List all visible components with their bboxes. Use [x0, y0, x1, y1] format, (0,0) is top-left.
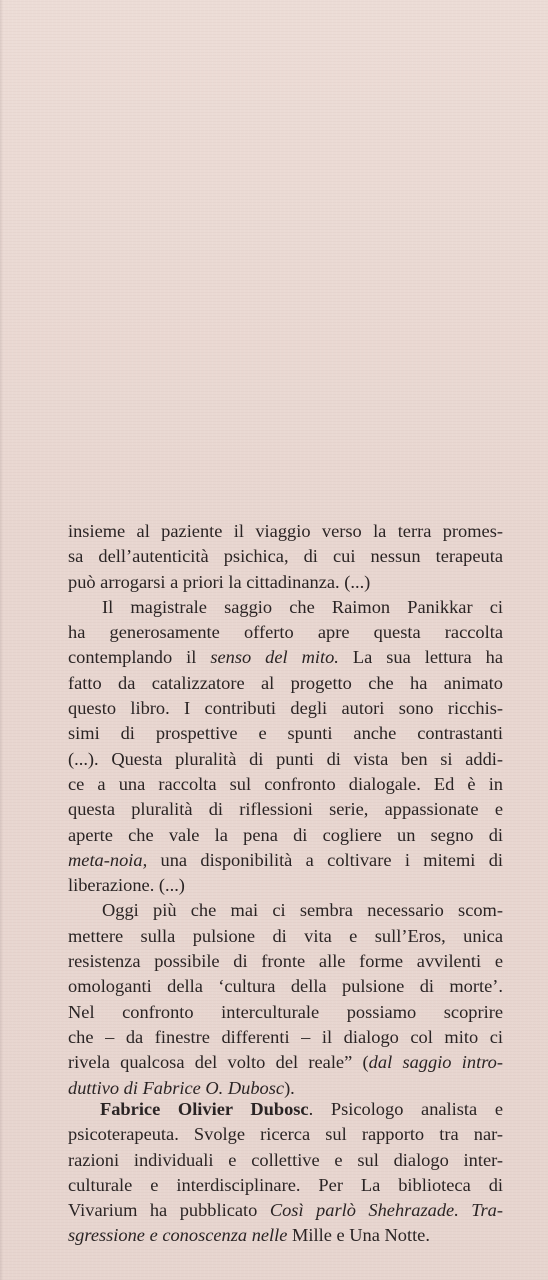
blurb-line: ce a una raccolta sul confronto dialogale. Ed è in — [68, 773, 503, 794]
paper-edge — [0, 0, 3, 1280]
blurb-line: insieme al paziente il viaggio verso la terra promes- — [68, 521, 503, 541]
blurb-line: simi di prospettive e spunti anche contrastanti — [68, 723, 503, 744]
author-bio-line — [100, 1097, 503, 1122]
blurb-italic-run: duttivo di Fabrice O. Dubosc — [68, 1077, 285, 1098]
blurb-italic-run: senso del mito. — [210, 647, 339, 668]
blurb-line: resistenza possibile di fronte alle forme avvilenti e — [68, 951, 503, 972]
author-bio-line: psicoterapeuta. Svolge ricerca sul rapporto tra nar- — [68, 1124, 503, 1145]
blurb-italic-run: dal saggio intro- — [368, 1052, 503, 1073]
author-bio-line — [68, 1223, 503, 1248]
blurb-line: Il magistrale saggio che Raimon Panikkar ci — [102, 596, 503, 617]
blurb-line: omologanti della ‘cultura della pulsione di morte’. — [68, 976, 503, 997]
author-bio — [68, 1097, 503, 1249]
blurb-text — [68, 519, 503, 1101]
blurb-text-run: ). — [284, 1077, 295, 1098]
author-bio-line — [68, 1198, 503, 1223]
blurb-line: questa pluralità di riflessioni serie, appassionate e — [68, 799, 503, 820]
blurb-line: fatto da catalizzatore al progetto che ha animato — [68, 672, 503, 693]
author-bio-line: culturale e interdisciplinare. Per La biblioteca di — [68, 1174, 503, 1195]
blurb-line: sa dell’autenticità psichica, di cui nessun terapeuta — [68, 546, 503, 567]
blurb-line — [68, 1050, 503, 1075]
blurb-line: aperte che vale la pena di cogliere un segno di — [68, 824, 503, 845]
book-title-italic: sgressione e conoscenza nelle — [68, 1225, 288, 1246]
blurb-text-run: rivela qualcosa del volto del reale” ( — [68, 1052, 369, 1073]
blurb-line — [68, 848, 503, 873]
blurb-line: questo libro. I contributi degli autori sono ricchis- — [68, 698, 503, 719]
book-title-italic: Così parlò Shehrazade. Tra- — [269, 1200, 503, 1221]
blurb-line: ha generosamente offerto apre questa raccolta — [68, 622, 503, 643]
blurb-text-run: una disponibilità a coltivare i mitemi di — [147, 849, 503, 870]
blurb-line: può arrogarsi a priori la cittadinanza. (...) — [68, 571, 371, 592]
blurb-line: Nel confronto interculturale possiamo scoprire — [68, 1001, 503, 1022]
blurb-line: che – da finestre differenti – il dialogo col mito ci — [68, 1026, 503, 1047]
author-bio-line: razioni individuali e collettive e sul dialogo inter- — [68, 1149, 503, 1170]
blurb-line: (...). Questa pluralità di punti di vista ben si addi- — [68, 748, 503, 769]
author-bio-text-run: . Psicologo analista e — [308, 1099, 503, 1119]
blurb-line: mettere sulla pulsione di vita e sull’Eros, unica — [68, 925, 503, 946]
author-name: Fabrice Olivier Dubosc — [100, 1099, 309, 1119]
author-bio-text-run: Vivarium ha pubblicato — [68, 1200, 270, 1221]
blurb-line — [68, 645, 503, 670]
blurb-text-run: La sua lettura ha — [338, 647, 504, 668]
blurb-italic-run: meta-noia, — [68, 849, 148, 870]
blurb-line: Oggi più che mai ci sembra necessario scom- — [102, 900, 503, 921]
author-bio-text-run: Mille e Una Notte. — [287, 1225, 430, 1246]
blurb-line: liberazione. (...) — [68, 875, 185, 896]
blurb-text-run: contemplando il — [68, 647, 211, 668]
